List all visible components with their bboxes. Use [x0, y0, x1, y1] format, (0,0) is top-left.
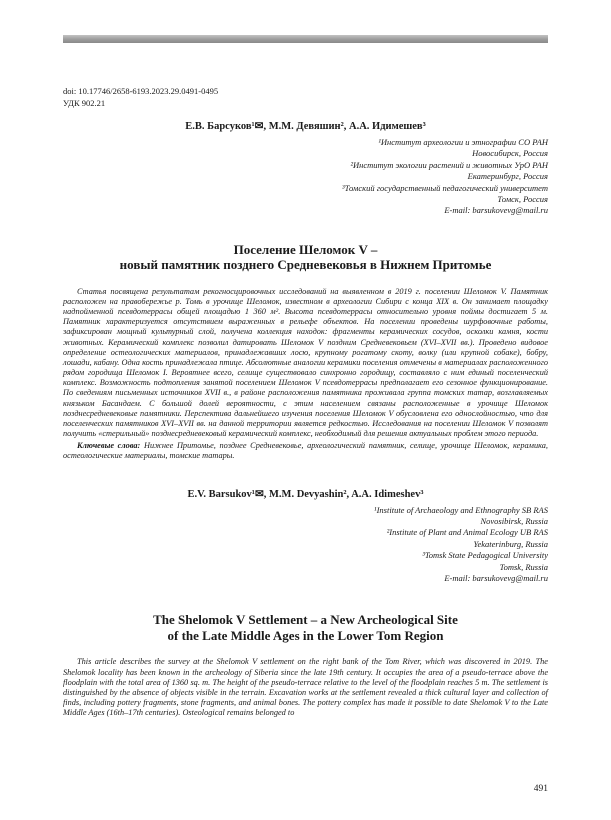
abstract-russian: Статья посвящена результатам рекогносцировочных исследований на выявленном в 2019 г. поселении Шеломок V. Памятник расположен на правобережье р. Томь в урочище Шеломок, известном в археологии Сибири с конца XIX в. Он занимает площадку надпойменной псевдотеррасы общей площадью 1 360 м². Высота псевдотеррасы относительно уровня поймы достигает 5 м. Памятник характеризуется отсутствием выраженных в рельефе объектов. На поселении проведены шурфовочные работы, зафиксирован мощный культурный слой, получена коллекция находок: фрагменты керамических сосудов, осколки камня, кости животных. Керамический комплекс позволил датировать Шеломок V поздним Средневековьем (XVI–XVII вв.). Проведено видовое определение остеологических материалов, принадлежавших лосю, крупному рогатому скоту, волку (или крупной собаке), бобру, лошади, кабану. Одна кость принадлежала птице. Абсолютные аналогии керамики поселения отмечены в материалах расположенного рядом городища Шеломок I. Вероятнее всего, селище существовало синхронно городищу, составляло с ним единый поселенческий комплекс. Возможность подтопления занятой поселением Шеломок V псевдотеррасы предполагает его сезонное функционирование. По сведениям письменных источников XVII в., в районе расположения памятника проживала группа томских татар, возглавляемых князьком Басандаем. С большой долей вероятности, с этим населением связаны расположенные в урочище Шеломок позднесредневековые памятники. Перспектива дальнейшего изучения поселения Шеломок V обусловлена его однослойностью, что для поселенческих памятников XVI–XVII вв. на данной территории является редкостью. Исследования на поселении Шеломок V позволят получить «стерильный» позднесредневековый керамический комплекс, необходимый для решения актуальных проблем этого периода.	[63, 286, 548, 439]
affiliations-russian	[63, 137, 548, 217]
affiliation-line: Новосибирск, Россия	[472, 148, 548, 159]
title-line: новый памятник позднего Средневековья в Нижнем Притомье	[119, 257, 492, 273]
affiliation-line: ²Институт экологии растений и животных УрО РАН	[350, 159, 548, 170]
title-russian	[63, 242, 548, 273]
authors-russian: Е.В. Барсуков¹✉, М.М. Девяшин², А.А. Идимешев³	[185, 121, 426, 132]
affiliation-line: ²Institute of Plant and Animal Ecology UB RAS	[386, 527, 548, 538]
keywords-russian	[63, 441, 548, 461]
affiliation-line: Томск, Россия	[497, 194, 548, 205]
abstract-english: This article describes the survey at the Shelomok V settlement on the right bank of the Tom River, which was discovered in 2019. The Shelomok locality has been known in the archeology of Siberia since the late 19th century. It occupies the area of a pseudo-terrace above the floodplain with the total area of 1360 sq. m. The height of the pseudo-terrace relative to the level of the floodplain reaches 5 m. The settlement is distinguished by the absence of objects visible in the terrain. Excavation works at the settlement revealed a thick cultural layer and collection of finds, including pottery fragments, stone fragments, and animal bones. The pottery complex has made it possible to date Shelomok V to the Late Middle Ages (16th–17th centuries). Osteological remains belonged to	[63, 657, 548, 718]
affiliations-english	[63, 505, 548, 585]
affiliation-line: Екатеринбург, Россия	[467, 171, 548, 182]
affiliation-line: Tomsk, Russia	[499, 561, 548, 572]
affiliation-line: ³Tomsk State Pedagogical University	[422, 550, 548, 561]
page-number: 491	[533, 784, 548, 794]
doi: doi: 10.17746/2658-6193.2023.29.0491-0495	[63, 86, 219, 96]
keywords-text: Нижнее Притомье, позднее Средневековье, археологический памятник, селище, урочище Шеломок, керамика, остеологические материалы, томские татары.	[63, 441, 548, 461]
udc: УДК 902.21	[63, 97, 106, 108]
affiliation-line: ¹Институт археологии и этнографии СО РАН	[378, 137, 548, 147]
email-line: E-mail: barsukovevg@mail.ru	[444, 572, 548, 583]
affiliation-line: ¹Institute of Archaeology and Ethnography SB RAS	[374, 504, 548, 515]
affiliation-line: Yekaterinburg, Russia	[473, 538, 548, 549]
affiliation-line: Novosibirsk, Russia	[480, 515, 548, 526]
email-line: E-mail: barsukovevg@mail.ru	[444, 205, 548, 216]
affiliation-line: ³Томский государственный педагогический университет	[342, 182, 548, 193]
keywords-label: Ключевые слова:	[77, 441, 141, 451]
authors-english: E.V. Barsukov¹✉, M.M. Devyashin², A.A. Idimeshev³	[187, 488, 424, 500]
title-line: Поселение Шеломок V –	[233, 241, 378, 257]
title-line: of the Late Middle Ages in the Lower Tom Region	[167, 627, 444, 643]
title-english	[63, 612, 548, 643]
title-line: The Shelomok V Settlement – a New Archeological Site	[153, 612, 458, 628]
article-meta	[63, 86, 548, 109]
header-rule-bar	[63, 35, 548, 43]
